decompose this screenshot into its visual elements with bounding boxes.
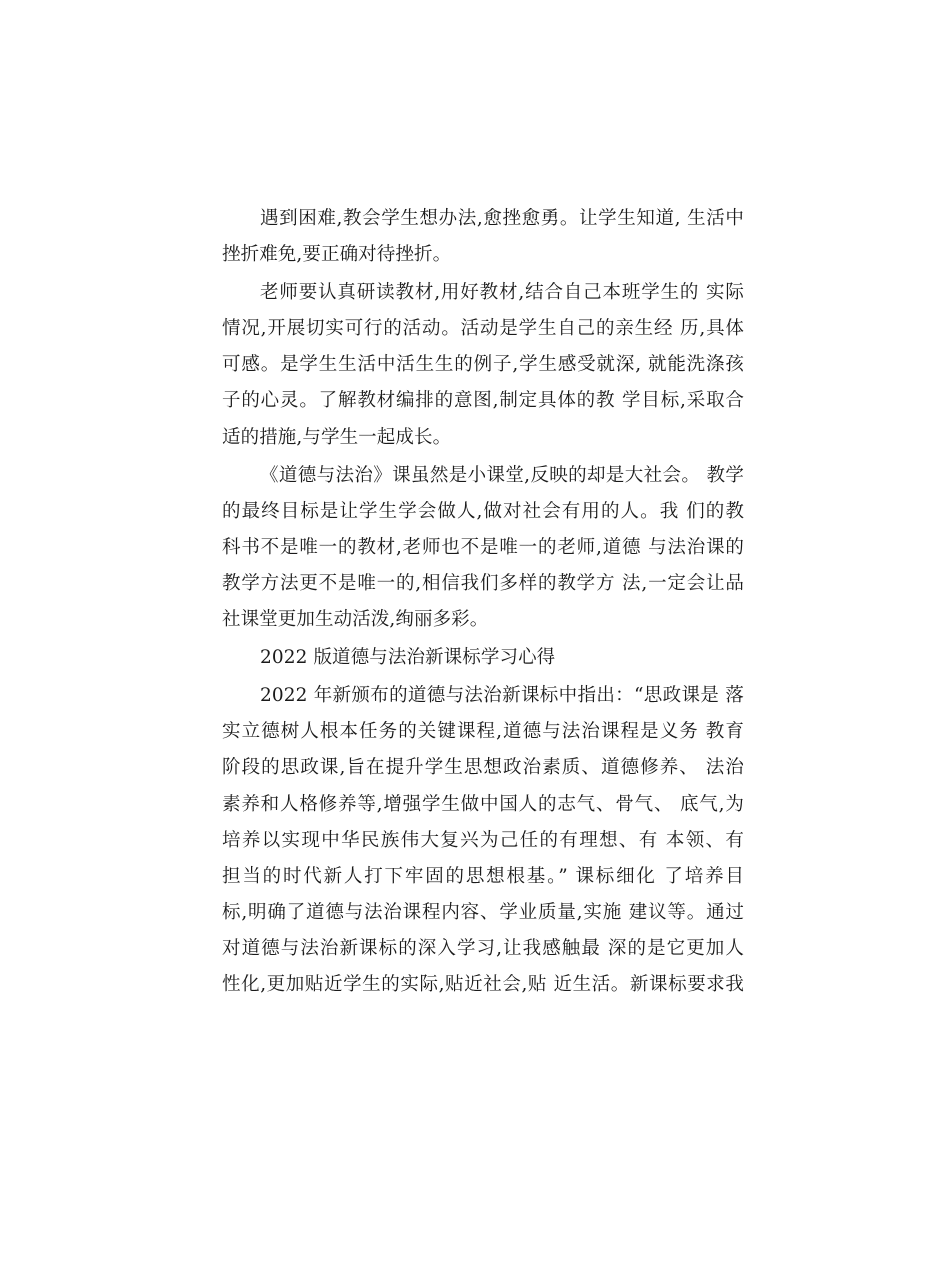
text-line: 《道德与法治》课虽然是小课堂,反映的却是大社会。 教学 xyxy=(260,464,744,486)
paragraph-2 xyxy=(222,275,744,455)
text-line: 阶段的思政课,旨在提升学生思想政治素质、道德修养、 法治 xyxy=(222,757,744,779)
text-line: 挫折难免,要正确对待挫折。 xyxy=(222,244,452,266)
heading-line: 2022 版道德与法治新课标学习心得 xyxy=(260,647,556,669)
text-line: 2022 年新颁布的道德与法治新课标中指出：“思政课是 落 xyxy=(260,685,744,707)
text-line: 担当的时代新人打下牢固的思想根基。” 课标细化 了培养目 xyxy=(222,865,744,887)
section-heading xyxy=(222,640,744,676)
paragraph-3 xyxy=(222,458,744,638)
text-line: 对道德与法治新课标的深入学习,让我感触最 深的是它更加人 xyxy=(222,937,744,959)
text-line: 实立德树人根本任务的关键课程,道德与法治课程是义务 教育 xyxy=(222,721,744,743)
text-line: 性化,更加贴近学生的实际,贴近社会,贴 近生活。新课标要求我 xyxy=(222,973,744,995)
text-line: 培养以实现中华民族伟大复兴为己任的有理想、有 本领、有 xyxy=(222,829,744,851)
text-line: 子的心灵。了解教材编排的意图,制定具体的教 学目标,采取合 xyxy=(222,390,744,412)
text-line: 素养和人格修养等,增强学生做中国人的志气、骨气、 底气,为 xyxy=(222,793,744,815)
paragraph-4 xyxy=(222,678,744,1003)
text-line: 老师要认真研读教材,用好教材,结合自己本班学生的 实际 xyxy=(260,282,744,304)
text-line: 遇到困难,教会学生想办法,愈挫愈勇。让学生知道, 生活中 xyxy=(260,208,744,229)
text-line: 情况,开展切实可行的活动。活动是学生自己的亲生经 历,具体 xyxy=(222,318,744,340)
text-line: 社课堂更加生动活泼,绚丽多彩。 xyxy=(222,609,489,631)
document-body xyxy=(222,201,744,1003)
text-line: 标,明确了道德与法治课程内容、学业质量,实施 建议等。通过 xyxy=(222,901,744,923)
text-line: 科书不是唯一的教材,老师也不是唯一的老师,道德 与法治课的 xyxy=(222,536,744,558)
text-line: 可感。是学生生活中活生生的例子,学生感受就深, 就能洗涤孩 xyxy=(222,354,744,376)
text-line: 的最终目标是让学生学会做人,做对社会有用的人。我 们的教 xyxy=(222,500,744,522)
text-line: 教学方法更不是唯一的,相信我们多样的教学方 法,一定会让品 xyxy=(222,572,744,594)
text-line: 适的措施,与学生一起成长。 xyxy=(222,426,452,448)
paragraph-1 xyxy=(222,201,744,273)
